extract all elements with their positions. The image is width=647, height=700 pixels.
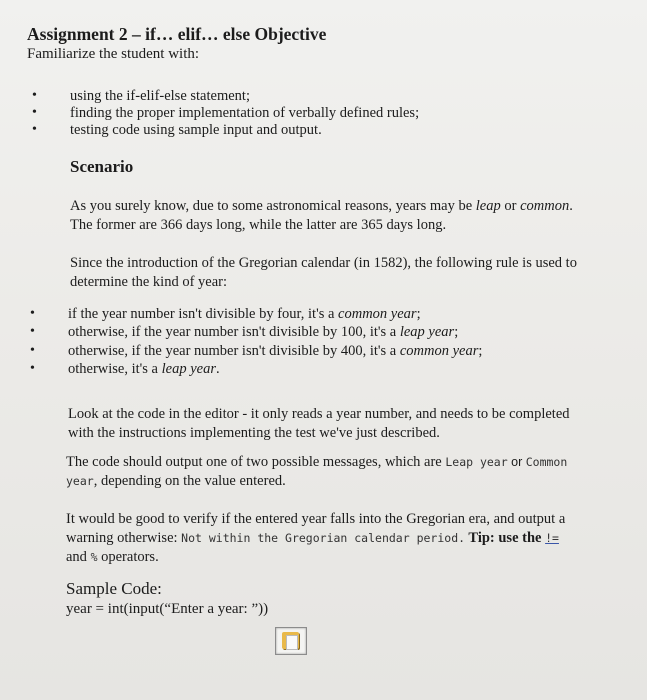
scenario-paragraph-1: As you surely know, due to some astronomical reasons, years may be leap or common. The former are 366 days long, while the latter are 365 days long. [70,198,573,233]
bullet-icon: • [30,324,35,339]
clipboard-paper [286,635,298,650]
clipboard-icon[interactable] [275,627,307,655]
editor-instructions: Look at the code in the editor - it only reads a year number, and needs to be completed with the instructions implementing the test we've just described. [68,406,570,441]
bullet-icon: • [30,361,35,376]
sample-code-heading: Sample Code: [66,579,162,598]
rule-item: • otherwise, it's a leap year. [30,361,220,377]
rule-item: • if the year number isn't divisible by four, it's a common year; [30,306,421,322]
sample-code-line: year = int(input(“Enter a year: ”)) [66,601,269,617]
rule-item: • otherwise, if the year number isn't divisible by 100, it's a leap year; [30,324,459,340]
verify-instructions: It would be good to verify if the entered year falls into the Gregorian era, and output a warning otherwise: Not within the Gregorian calendar period. Tip: use the != and % operators. [66,511,566,565]
bullet-icon: • [30,306,35,321]
assignment-title: Assignment 2 – if… elif… else Objective [27,24,327,44]
objective-item: • testing code using sample input and output. [32,122,322,138]
scenario-paragraph-2: Since the introduction of the Gregorian calendar (in 1582), the following rule is used to determine the kind of year: [70,255,577,290]
rule-item: • otherwise, if the year number isn't divisible by 400, it's a common year; [30,343,483,359]
bullet-icon: • [30,343,35,358]
bullet-icon: • [32,88,37,103]
objective-item: • finding the proper implementation of verbally defined rules; [32,105,420,121]
scenario-heading: Scenario [70,157,134,176]
bullet-icon: • [32,122,37,137]
output-instructions: The code should output one of two possible messages, which are Leap year or Common year, depending on the value entered. [66,454,568,489]
bullet-icon: • [32,105,37,120]
objective-item: • using the if-elif-else statement; [32,88,250,104]
objective-subtitle: Familiarize the student with: [27,46,200,62]
